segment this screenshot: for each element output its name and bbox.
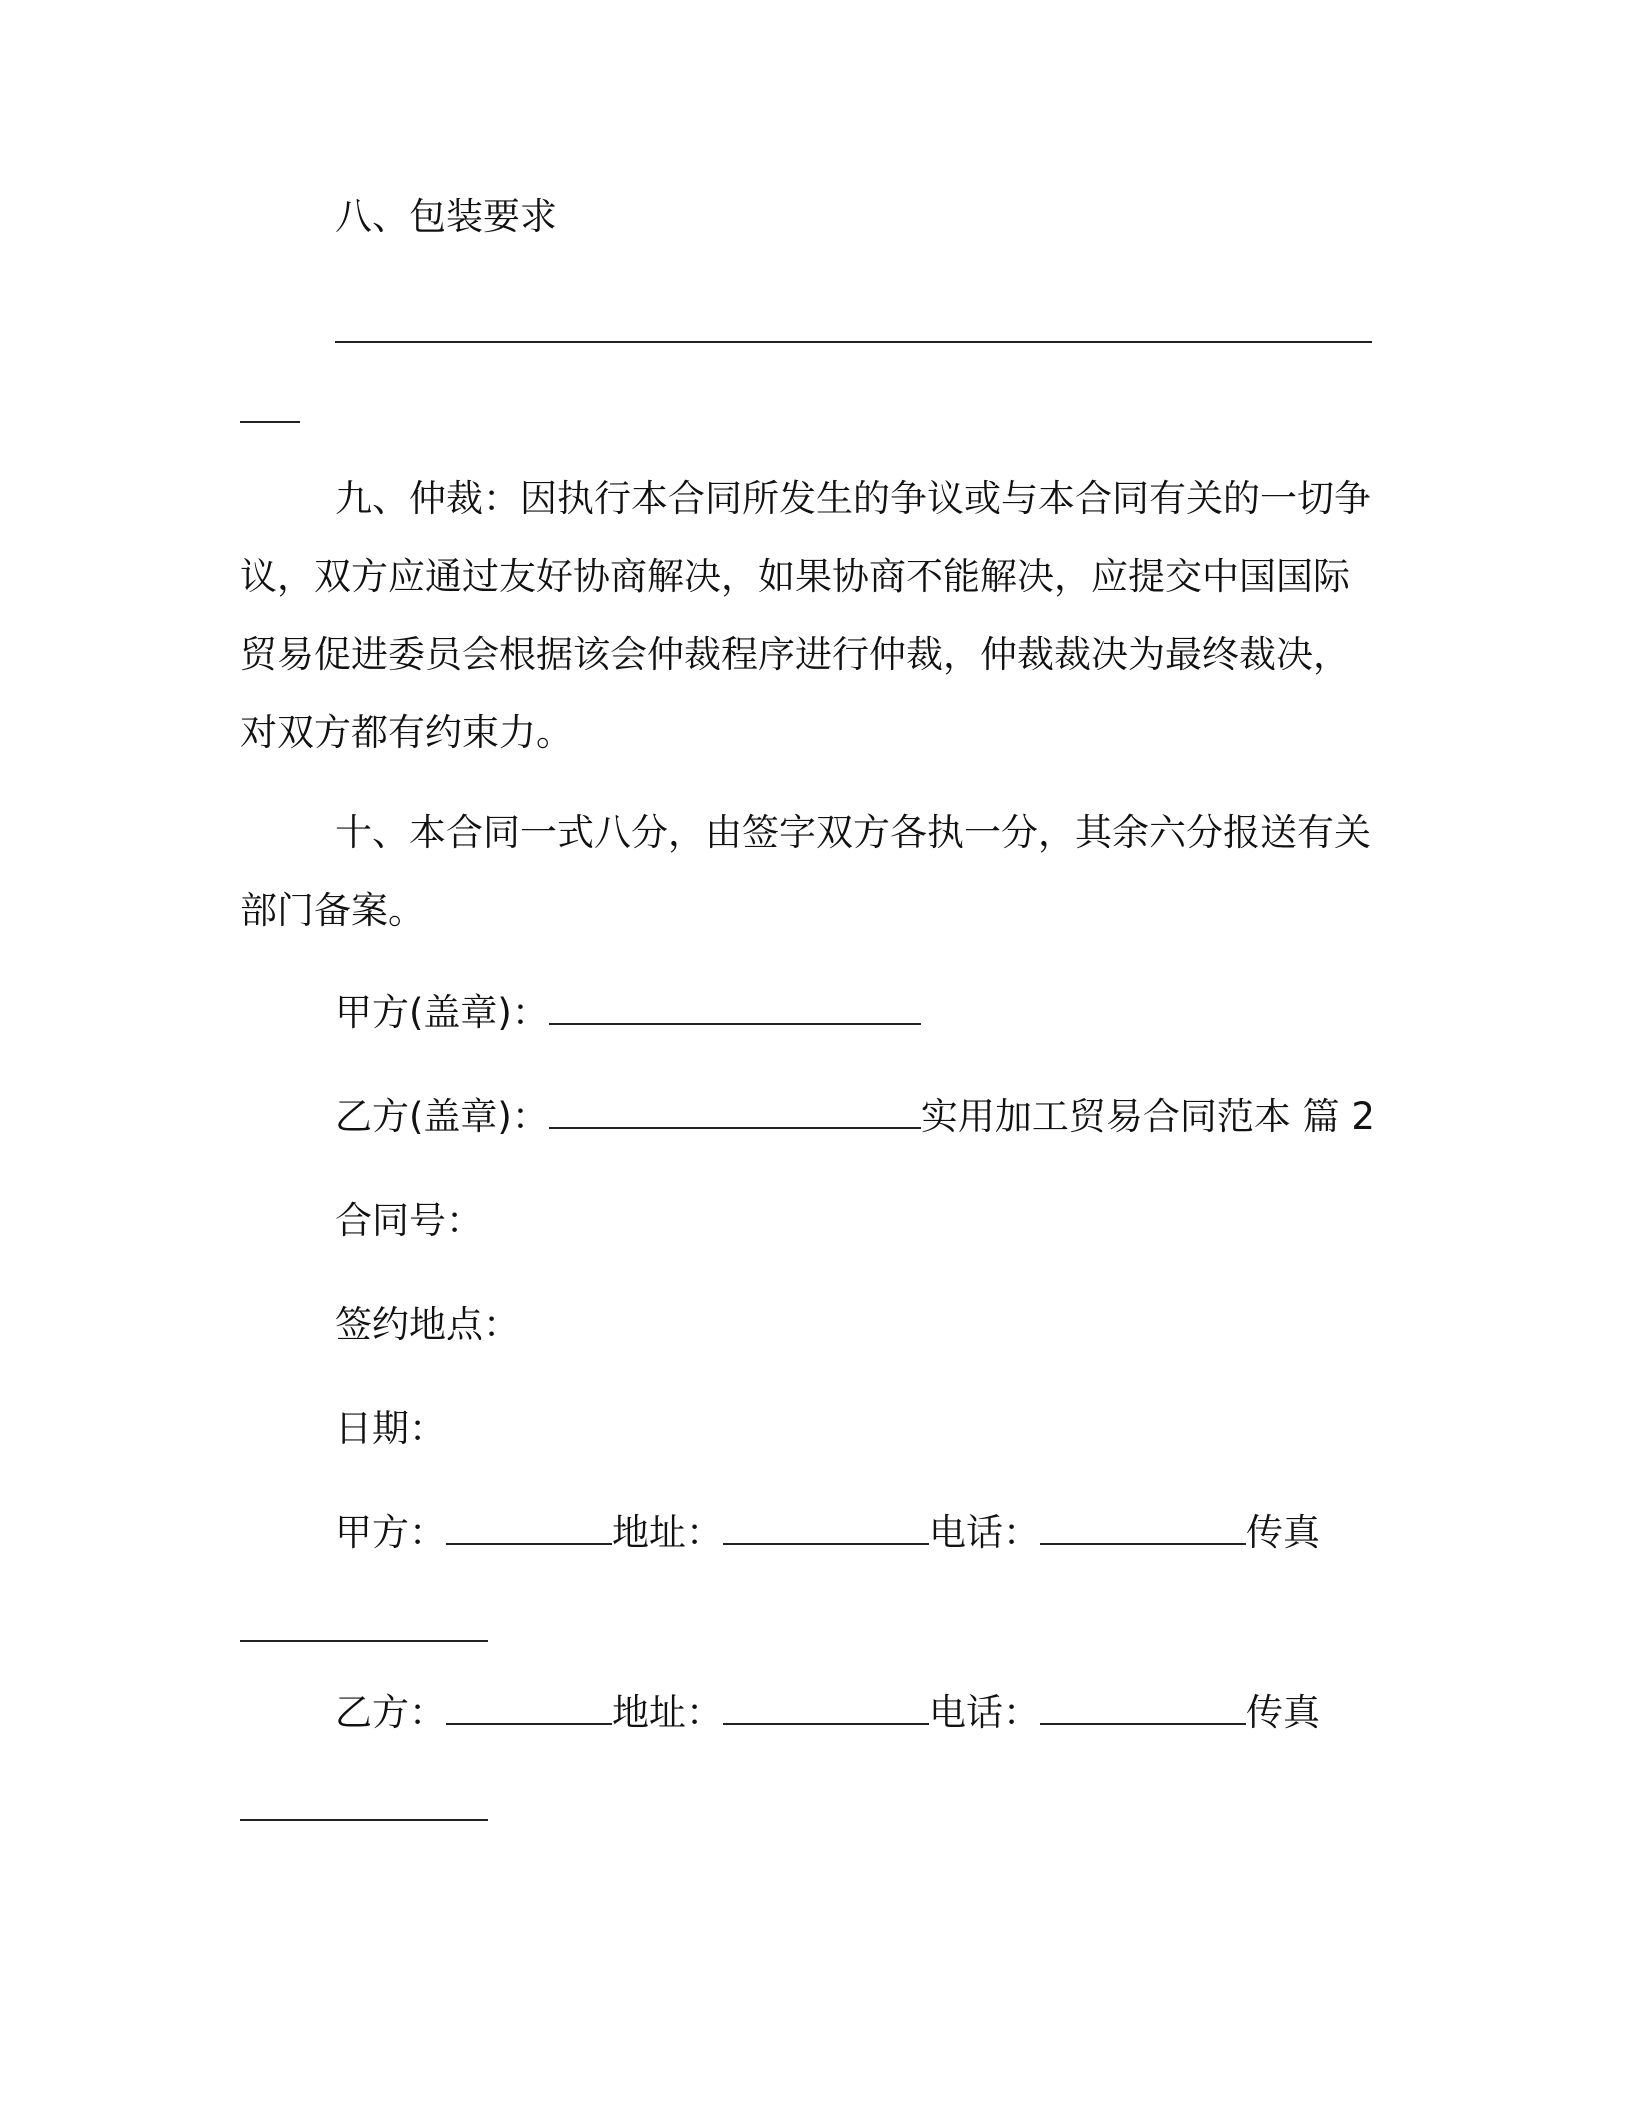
next-contract-heading: 实用加工贸易合同范本 篇 2 <box>920 1095 1375 1138</box>
party-a-seal-row <box>335 989 921 1037</box>
party-a-label: 甲方： <box>335 1511 446 1554</box>
party-b-address-label: 地址： <box>612 1691 723 1734</box>
section-9-line-3: 贸易促进委员会根据该会仲裁程序进行仲裁，仲裁裁决为最终裁决， <box>240 633 1350 676</box>
party-a-address-blank <box>723 1511 929 1545</box>
packaging-blank-line-2 <box>240 421 300 423</box>
party-b-seal-label: 乙方(盖章)： <box>335 1095 549 1138</box>
section-9-line-1: 九、仲裁：因执行本合同所发生的争议或与本合同有关的一切争 <box>335 477 1371 520</box>
party-b-address-blank <box>723 1691 929 1725</box>
section-10-line-1: 十、本合同一式八分，由签字双方各执一分，其余六分报送有关 <box>335 811 1371 854</box>
party-a-fax-blank <box>240 1640 488 1642</box>
party-a-fax-label: 传真 <box>1246 1511 1320 1554</box>
party-a-contact-row <box>335 1509 1320 1557</box>
packaging-blank-line-1 <box>335 341 1372 343</box>
party-a-seal-label: 甲方(盖章)： <box>335 991 549 1034</box>
party-b-seal-blank <box>549 1095 921 1129</box>
contract-number-label: 合同号： <box>335 1199 483 1242</box>
section-10-line-2: 部门备案。 <box>240 889 425 932</box>
party-a-name-blank <box>446 1511 612 1545</box>
section-9-line-2: 议，双方应通过友好协商解决，如果协商不能解决，应提交中国国际 <box>240 555 1350 598</box>
party-b-fax-label: 传真 <box>1246 1691 1320 1734</box>
date-label: 日期： <box>335 1407 446 1450</box>
section-9-line-4: 对双方都有约束力。 <box>240 711 573 754</box>
party-b-fax-blank <box>240 1819 488 1821</box>
section-8-title: 八、包装要求 <box>335 195 557 238</box>
party-b-seal-row <box>335 1093 1375 1141</box>
party-b-name-blank <box>446 1691 612 1725</box>
party-a-phone-blank <box>1040 1511 1246 1545</box>
party-a-phone-label: 电话： <box>929 1511 1040 1554</box>
sign-place-label: 签约地点： <box>335 1303 520 1346</box>
party-a-seal-blank <box>549 991 921 1025</box>
party-b-label: 乙方： <box>335 1691 446 1734</box>
party-b-phone-blank <box>1040 1691 1246 1725</box>
party-b-phone-label: 电话： <box>929 1691 1040 1734</box>
party-a-address-label: 地址： <box>612 1511 723 1554</box>
party-b-contact-row <box>335 1689 1320 1737</box>
